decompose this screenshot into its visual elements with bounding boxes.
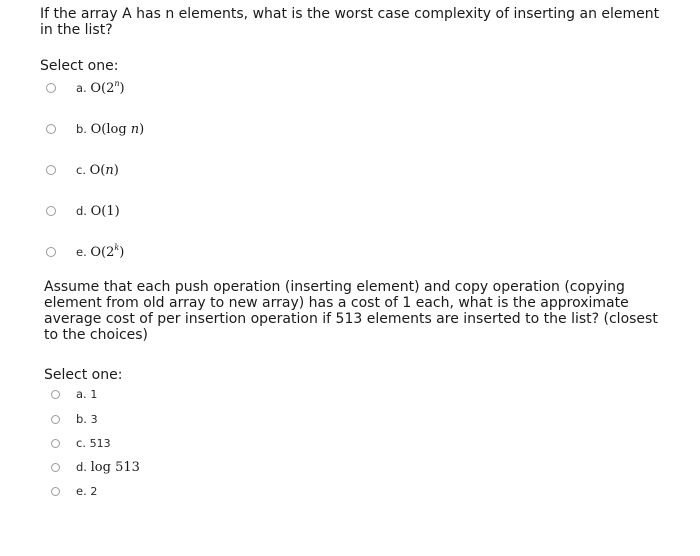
- option-value: log 513: [90, 459, 140, 475]
- radio-button[interactable]: [51, 390, 60, 399]
- q1-option-a[interactable]: [46, 78, 125, 98]
- option-letter: a.: [76, 387, 87, 401]
- radio-button[interactable]: [51, 487, 60, 496]
- option-label: [76, 436, 111, 450]
- radio-button[interactable]: [51, 463, 60, 472]
- q2-option-d[interactable]: [51, 457, 140, 477]
- radio-button[interactable]: [46, 165, 56, 175]
- option-letter: b.: [76, 412, 87, 426]
- q2-option-a[interactable]: [51, 384, 97, 404]
- option-value: 2: [90, 485, 98, 498]
- option-math: O(n): [89, 162, 119, 178]
- q1-option-c[interactable]: [46, 160, 119, 180]
- question-2: [44, 279, 664, 498]
- option-letter: c.: [76, 162, 86, 177]
- radio-button[interactable]: [51, 415, 60, 424]
- question-2-text: Assume that each push operation (inserting element) and copy operation (copying element from old array to new array) has a cost of 1 each, what is the approximate average cost of per insertion operation if 513 elements are inserted to the list? (closest to the choices): [44, 279, 658, 343]
- radio-button[interactable]: [46, 206, 56, 216]
- option-label: [76, 78, 125, 96]
- q2-option-b[interactable]: [51, 409, 98, 429]
- radio-button[interactable]: [46, 124, 56, 134]
- question-1-text: If the array A has n elements, what is the worst case complexity of inserting an element in the list?: [40, 6, 660, 38]
- option-letter: a.: [76, 80, 87, 95]
- option-value: 513: [89, 437, 111, 450]
- question-1: [40, 6, 660, 260]
- option-label: [76, 204, 120, 219]
- option-label: [76, 460, 140, 475]
- q2-option-c[interactable]: [51, 433, 111, 453]
- option-letter: e.: [76, 244, 87, 259]
- option-label: [76, 412, 98, 426]
- q2-option-e[interactable]: [51, 481, 97, 501]
- option-label: [76, 122, 144, 137]
- option-label: [76, 242, 125, 260]
- radio-button[interactable]: [51, 439, 60, 448]
- select-one-label-2: Select one:: [44, 367, 123, 383]
- radio-button[interactable]: [46, 83, 56, 93]
- option-letter: b.: [76, 121, 87, 136]
- option-math: O(2$^n$): [90, 78, 125, 96]
- option-letter: c.: [76, 436, 86, 450]
- option-math: O(2$^k$): [90, 242, 125, 260]
- option-value: 1: [90, 388, 98, 401]
- q1-option-e[interactable]: [46, 242, 124, 262]
- option-label: [76, 387, 97, 401]
- option-value: 3: [90, 413, 98, 426]
- option-label: [76, 484, 97, 498]
- option-math: O(1): [90, 203, 120, 219]
- option-letter: d.: [76, 203, 87, 218]
- radio-button[interactable]: [46, 247, 56, 257]
- option-math: O(log n): [90, 121, 145, 137]
- q1-option-d[interactable]: [46, 201, 120, 221]
- option-label: [76, 163, 119, 178]
- q1-option-b[interactable]: [46, 119, 144, 139]
- select-one-label-1: Select one:: [40, 58, 119, 74]
- option-letter: e.: [76, 484, 87, 498]
- option-letter: d.: [76, 459, 87, 474]
